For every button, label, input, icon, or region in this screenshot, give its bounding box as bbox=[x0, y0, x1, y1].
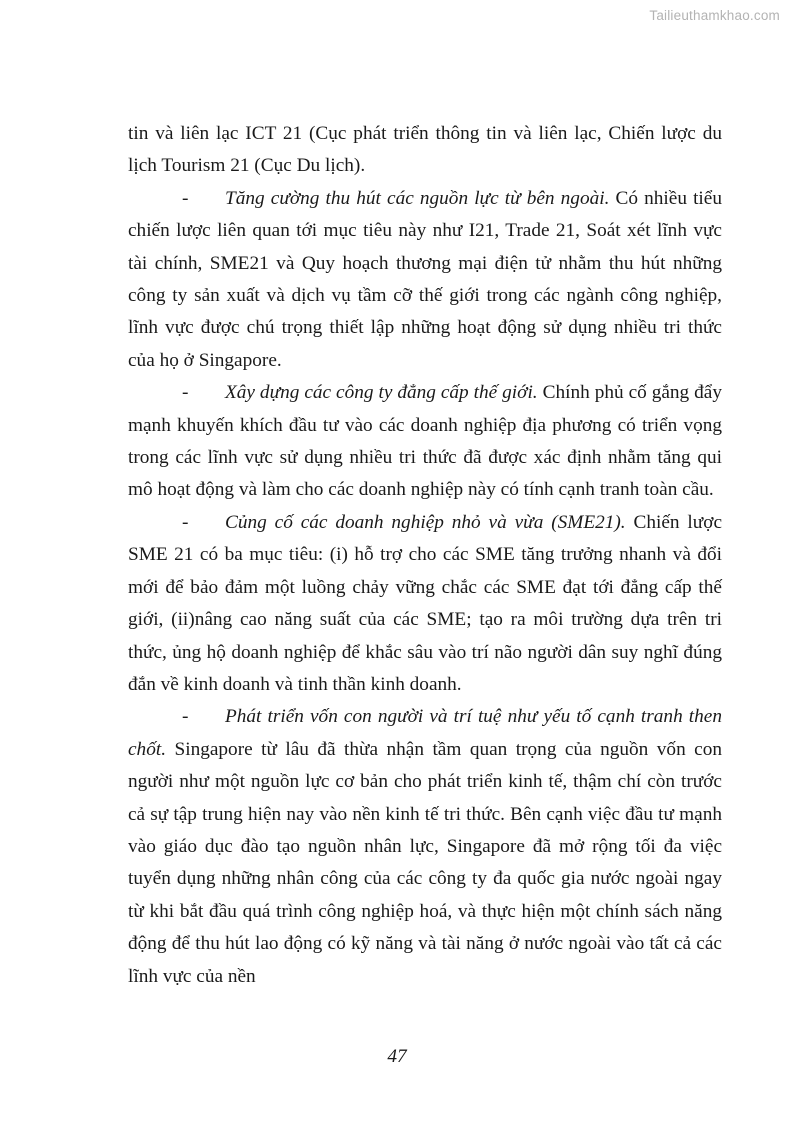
paragraph-intro bbox=[128, 118, 722, 183]
paragraph-body: Chiến lược SME 21 có ba mục tiêu: (i) hỗ trợ cho các SME tăng trưởng nhanh và đổi mới để bảo đảm một luồng chảy vững chắc các SME đạt tới đẳng cấp thế giới, (ii)nâng cao năng suất của các SME; tạo ra môi trường dựa trên tri thức, ủng hộ doanh nghiệp để khắc sâu vào trí não người dân suy nghĩ đúng đắn về kinh doanh và tinh thần kinh doanh. bbox=[128, 511, 722, 695]
paragraph-lead: Xây dựng các công ty đẳng cấp thế giới. bbox=[225, 382, 538, 404]
page-body-text bbox=[128, 118, 722, 993]
paragraph-lead: Củng cố các doanh nghiệp nhỏ và vừa (SME21). bbox=[225, 511, 626, 533]
paragraph-lead: Phát triển vốn con người và trí tuệ như yếu tố cạnh tranh then chốt. bbox=[128, 706, 722, 760]
bullet-dash-icon: - bbox=[182, 187, 189, 209]
page-number: 47 bbox=[387, 1046, 407, 1067]
bullet-dash-icon: - bbox=[182, 511, 189, 533]
bullet-dash-icon: - bbox=[182, 382, 189, 404]
paragraph-body: tin và liên lạc ICT 21 (Cục phát triển thông tin và liên lạc, Chiến lược du lịch Tourism 21 (Cục Du lịch). bbox=[128, 123, 722, 177]
watermark-label: Tailieuthamkhao.com bbox=[649, 8, 780, 23]
paragraph-sme21 bbox=[128, 507, 722, 701]
paragraph-von-con-nguoi bbox=[128, 701, 722, 993]
paragraph-body: Singapore từ lâu đã thừa nhận tầm quan trọng của nguồn vốn con người như một nguồn lực cơ bản cho phát triển kinh tế, thậm chí còn trước cả sự tập trung hiện nay vào nền kinh tế tri thức. Bên cạnh việc đầu tư mạnh vào giáo dục đào tạo nguồn nhân lực, Singapore đã mở rộng tối đa việc tuyển dụng những nhân công của các công ty đa quốc gia nước ngoài ngay từ khi bắt đầu quá trình công nghiệp hoá, và thực hiện một chính sách năng động để thu hút lao động có kỹ năng và tài năng ở nước ngoài vào tất cả các lĩnh vực của nền bbox=[128, 738, 722, 987]
paragraph-thu-hut-nguon-luc bbox=[128, 183, 722, 377]
paragraph-lead: Tăng cường thu hút các nguồn lực từ bên ngoài. bbox=[225, 187, 610, 209]
paragraph-body: Có nhiều tiểu chiến lược liên quan tới mục tiêu này như I21, Trade 21, Soát xét lĩnh vực tài chính, SME21 và Quy hoạch thương mại điện tử nhằm thu hút những công ty sản xuất và dịch vụ tầm cỡ thế giới trong các ngành công nghiệp, lĩnh vực được chú trọng thiết lập những hoạt động sử dụng nhiều tri thức của họ ở Singapore. bbox=[128, 187, 722, 371]
paragraph-cong-ty-dang-cap bbox=[128, 377, 722, 507]
bullet-dash-icon: - bbox=[182, 706, 189, 728]
paragraph-body: Chính phủ cố gắng đẩy mạnh khuyến khích đầu tư vào các doanh nghiệp địa phương có triển vọng trong các lĩnh vực sử dụng nhiều tri thức đã được xác định nhằm tăng qui mô hoạt động và làm cho các doanh nghiệp này có tính cạnh tranh toàn cầu. bbox=[128, 382, 722, 501]
